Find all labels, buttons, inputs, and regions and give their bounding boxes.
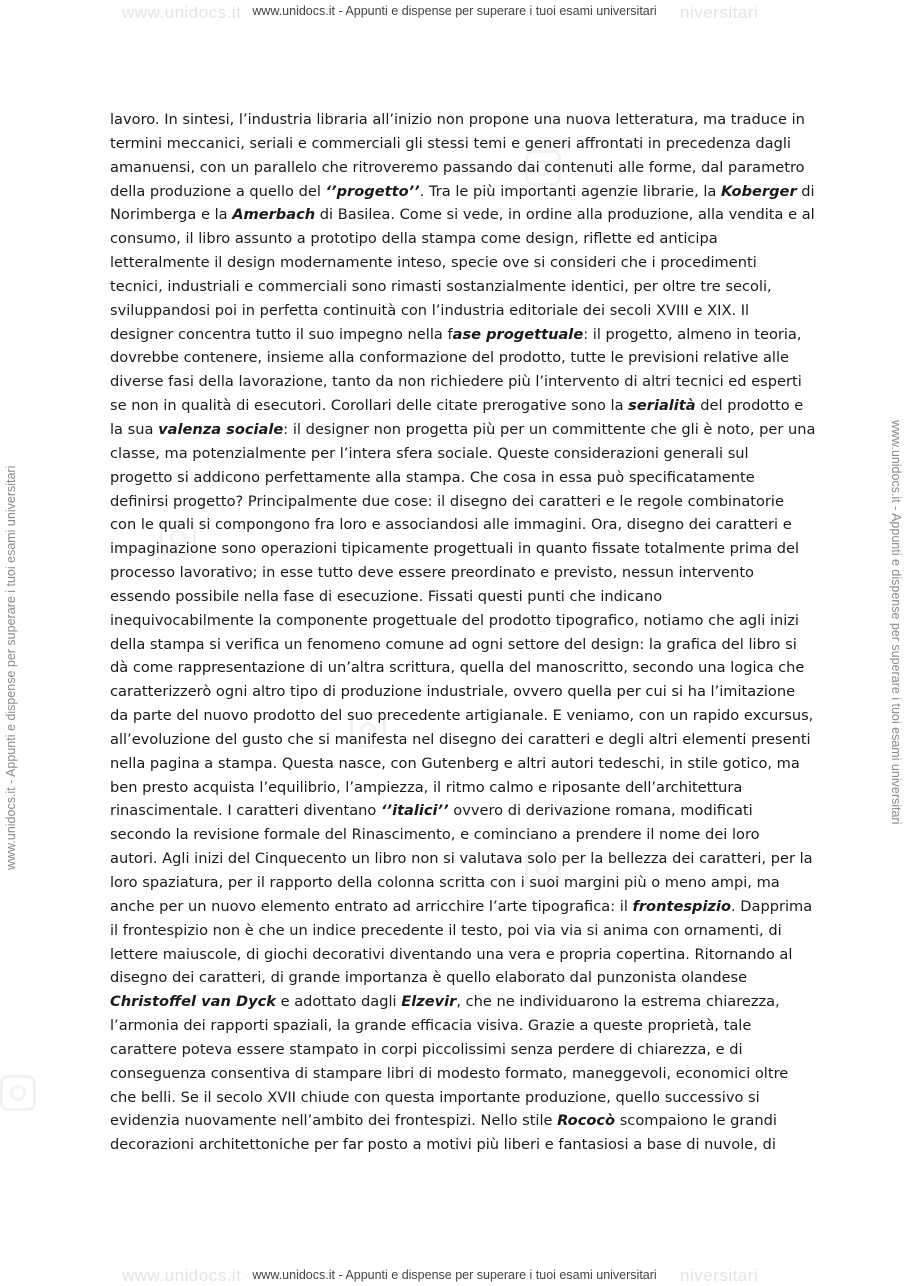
highlighted-term: Christoffel van Dyck bbox=[110, 993, 276, 1011]
text-run: e adottato dagli bbox=[275, 993, 402, 1011]
text-line bbox=[110, 537, 802, 561]
text-run: lavoro. In sintesi, l’industria libraria all’inizio non propone una nuova letteratura, ma traduce in bbox=[110, 111, 805, 128]
text-run: di Basilea. Come si vede, in ordine alla produzione, alla vendita e al bbox=[315, 206, 815, 224]
text-run: l’armonia dei rapporti spaziali, la grande efficacia visiva. Grazie a queste proprietà, tale bbox=[110, 1017, 752, 1035]
text-run: definirsi progetto? Principalmente due cose: il disegno dei caratteri e le regole combinatorie bbox=[110, 492, 784, 510]
text-run: caratterizzerò ogni altro tipo di produzione industriale, ovvero quella per cui si ha l’imitazione bbox=[110, 683, 796, 701]
text-run: scompaiono le grandi bbox=[615, 1112, 777, 1130]
footer-ghost-watermark-right: niversitari bbox=[680, 1266, 759, 1285]
text-run: Norimberga e la bbox=[110, 206, 233, 224]
text-run: con le quali si compongono fra loro e associandosi alle immagini. Ora, disegno dei caratteri e bbox=[110, 516, 792, 534]
text-line bbox=[110, 561, 802, 585]
text-run: letteralmente il design modernamente inteso, specie ove si consideri che i procedimenti bbox=[110, 254, 757, 272]
text-line bbox=[110, 156, 805, 180]
text-line bbox=[110, 323, 802, 347]
text-run: tecnici, industriali e commerciali sono rimasti sostanzialmente identici, per oltre tre secoli, bbox=[110, 277, 772, 295]
text-line bbox=[110, 656, 805, 680]
text-line bbox=[110, 704, 814, 728]
text-line bbox=[110, 275, 802, 299]
highlighted-term: valenza sociale bbox=[158, 420, 284, 438]
text-run: amanuensi, con un parallelo che ritroveremo passando dai contenuti alle forme, dal parametro bbox=[110, 158, 805, 176]
text-run: anche per un nuovo elemento entrato ad arricchire l’arte tipografica: il bbox=[110, 897, 633, 915]
footer-watermark: www.unidocs.it - Appunti e dispense per superare i tuoi esami universitari bbox=[252, 1268, 657, 1282]
highlighted-term: frontespizio bbox=[632, 897, 732, 915]
highlighted-term: ‘’italici’’ bbox=[380, 802, 449, 820]
text-line bbox=[110, 1014, 802, 1038]
highlighted-term: Koberger bbox=[721, 182, 797, 200]
text-run: conseguenza consentiva di stampare libri di modesto formato, maneggevoli, economici oltre bbox=[110, 1064, 789, 1082]
text-run: termini meccanici, seriali e commerciali gli stessi temi e generi affrontati in precedenza dagli bbox=[110, 134, 791, 152]
left-side-watermark: www.unidocs.it - Appunti e dispense per superare i tuoi esami universitari bbox=[4, 465, 18, 870]
text-run: rinascimentale. I caratteri diventano bbox=[110, 802, 381, 820]
text-line bbox=[110, 633, 802, 657]
text-run: autori. Agli inizi del Cinquecento un libro non si valutava solo per la bellezza dei caratteri, per la bbox=[110, 850, 813, 868]
text-run: consumo, il libro assunto a prototipo della stampa come design, riflette ed anticipa bbox=[110, 230, 718, 248]
text-run: il frontespizio non è che un indice precedente il testo, poi via via si anima con ornamenti, di bbox=[110, 921, 782, 939]
text-line bbox=[110, 728, 811, 752]
text-run: : il progetto, almeno in teoria, bbox=[583, 325, 802, 343]
text-run: progetto si addicono perfettamente alla stampa. Che cosa in essa può specificatamente bbox=[110, 468, 755, 486]
text-line bbox=[110, 251, 802, 275]
text-line bbox=[110, 895, 813, 919]
text-line bbox=[110, 299, 802, 323]
text-run: di bbox=[796, 182, 815, 200]
highlighted-term: Amerbach bbox=[232, 206, 316, 224]
text-run: se non in qualità di esecutori. Corollari delle citate prerogative sono la bbox=[110, 397, 629, 415]
text-run: sviluppandosi poi in perfetta continuità con l’industria editoriale dei secoli XVIII e XIX. Il bbox=[110, 301, 750, 319]
header-ghost-watermark-right: niversitari bbox=[680, 3, 759, 22]
text-line bbox=[110, 943, 802, 967]
text-run: dovrebbe contenere, insieme alla conformazione del prodotto, tutte le previsioni relative alle bbox=[110, 349, 790, 367]
text-run: processo lavorativo; in esse tutto deve essere preordinato e previsto, nessun intervento bbox=[110, 564, 754, 582]
text-run: : il designer non progetta più per un committente che gli è noto, per una bbox=[283, 420, 816, 438]
text-line bbox=[110, 442, 802, 466]
text-line bbox=[110, 680, 802, 704]
text-line bbox=[110, 1086, 802, 1110]
header-ghost-watermark-left: www.unidocs.it bbox=[122, 3, 242, 22]
text-line bbox=[110, 490, 802, 514]
text-line bbox=[110, 871, 802, 895]
text-run: carattere poteva essere stampato in corpi piccolissimi senza perdere di chiarezza, e di bbox=[110, 1040, 743, 1058]
text-run: disegno dei caratteri, di grande importanza è quello elaborato dal punzonista olandese bbox=[110, 969, 748, 987]
watermark-logo-icon bbox=[0, 1075, 36, 1111]
text-run: diverse fasi della lavorazione, tanto da non richiedere più l’intervento di altri tecnici ed esperti bbox=[110, 373, 802, 391]
text-line bbox=[110, 108, 805, 132]
text-run: all’evoluzione del gusto che si manifesta nel disegno dei caratteri e degli altri elementi presenti bbox=[110, 730, 811, 748]
text-line bbox=[110, 418, 816, 442]
text-run: che belli. Se il secolo XVII chiude con questa importante produzione, quello successivo si bbox=[110, 1088, 760, 1106]
text-line bbox=[110, 609, 802, 633]
text-run: da parte del nuovo prodotto del suo precedente artigianale. E veniamo, con un rapido excursus, bbox=[110, 707, 814, 725]
text-line bbox=[110, 466, 802, 490]
text-run: loro spaziatura, per il rapporto della colonna scritta con i suoi margini più o meno ampi, ma bbox=[110, 874, 780, 891]
text-line bbox=[110, 966, 802, 990]
text-run: impaginazione sono operazioni tipicamente progettuali in quanto fissate totalmente prima del bbox=[110, 540, 800, 558]
text-line bbox=[110, 847, 813, 871]
right-side-watermark: www.unidocs.it - Appunti e dispense per superare i tuoi esami universitari bbox=[889, 420, 903, 825]
text-line bbox=[110, 180, 815, 204]
text-line bbox=[110, 1038, 802, 1062]
text-line bbox=[110, 799, 802, 823]
text-run: nella pagina a stampa. Questa nasce, con Gutenberg e altri autori tedeschi, in stile gotico, ma bbox=[110, 754, 800, 772]
text-run: del prodotto e bbox=[695, 397, 804, 415]
text-line bbox=[110, 346, 802, 370]
text-line bbox=[110, 776, 802, 800]
text-line bbox=[110, 1062, 802, 1086]
text-run: ben presto acquista l’equilibrio, l’ampiezza, il ritmo calmo e riposante dell’architettura bbox=[110, 778, 743, 796]
text-line bbox=[110, 919, 802, 943]
text-line bbox=[110, 370, 802, 394]
text-line bbox=[110, 1133, 802, 1157]
text-run: ovvero di derivazione romana, modificati bbox=[448, 802, 753, 820]
text-run: , che ne individuarono la estrema chiarezza, bbox=[456, 993, 780, 1011]
header-watermark: www.unidocs.it - Appunti e dispense per superare i tuoi esami universitari bbox=[252, 4, 657, 18]
text-run: essendo possibile nella fase di esecuzione. Fissati questi punti che indicano bbox=[110, 587, 663, 605]
text-run: decorazioni architettoniche per far posto a motivi più liberi e fantasiosi a base di nuvole, di bbox=[110, 1136, 776, 1154]
text-run: . Tra le più importanti agenzie librarie, la bbox=[419, 182, 722, 200]
text-run: evidenzia nuovamente nell’ambito dei frontespizi. Nello stile bbox=[110, 1112, 558, 1130]
text-line bbox=[110, 752, 802, 776]
text-line bbox=[110, 823, 802, 847]
text-run: lettere maiuscole, di giochi decorativi diventando una vera e propria copertina. Ritornando al bbox=[110, 945, 793, 963]
text-run: . Dapprima bbox=[731, 897, 813, 915]
text-line bbox=[110, 227, 802, 251]
text-run: della produzione a quello del bbox=[110, 182, 326, 200]
highlighted-term: ase progettuale bbox=[452, 325, 584, 343]
text-line bbox=[110, 513, 802, 537]
text-line bbox=[110, 585, 802, 609]
text-line bbox=[110, 203, 815, 227]
text-line bbox=[110, 394, 802, 418]
text-line bbox=[110, 990, 802, 1014]
footer-ghost-watermark-left: www.unidocs.it bbox=[122, 1266, 242, 1285]
text-run: designer concentra tutto il suo impegno nella f bbox=[110, 325, 453, 343]
text-line bbox=[110, 132, 802, 156]
text-run: la sua bbox=[110, 420, 159, 438]
text-run: secondo la revisione formale del Rinascimento, e cominciano a prendere il nome dei loro bbox=[110, 826, 760, 844]
text-run: della stampa si verifica un fenomeno comune ad ogni settore del design: la grafica del libro si bbox=[110, 635, 797, 653]
highlighted-term: ‘’progetto’’ bbox=[325, 182, 420, 200]
body-paragraph bbox=[110, 108, 816, 1157]
text-run: classe, ma potenzialmente per l’intera sfera sociale. Queste considerazioni generali sul bbox=[110, 444, 749, 462]
text-run: inequivocabilmente la componente progettuale del prodotto tipografico, notiamo che agli inizi bbox=[110, 611, 799, 629]
text-run: dà come rappresentazione di un’altra scrittura, quella del manoscritto, secondo una logica che bbox=[110, 659, 805, 677]
highlighted-term: Rococò bbox=[557, 1112, 616, 1130]
highlighted-term: Elzevir bbox=[401, 993, 457, 1011]
highlighted-term: serialità bbox=[628, 397, 696, 415]
text-line bbox=[110, 1109, 802, 1133]
